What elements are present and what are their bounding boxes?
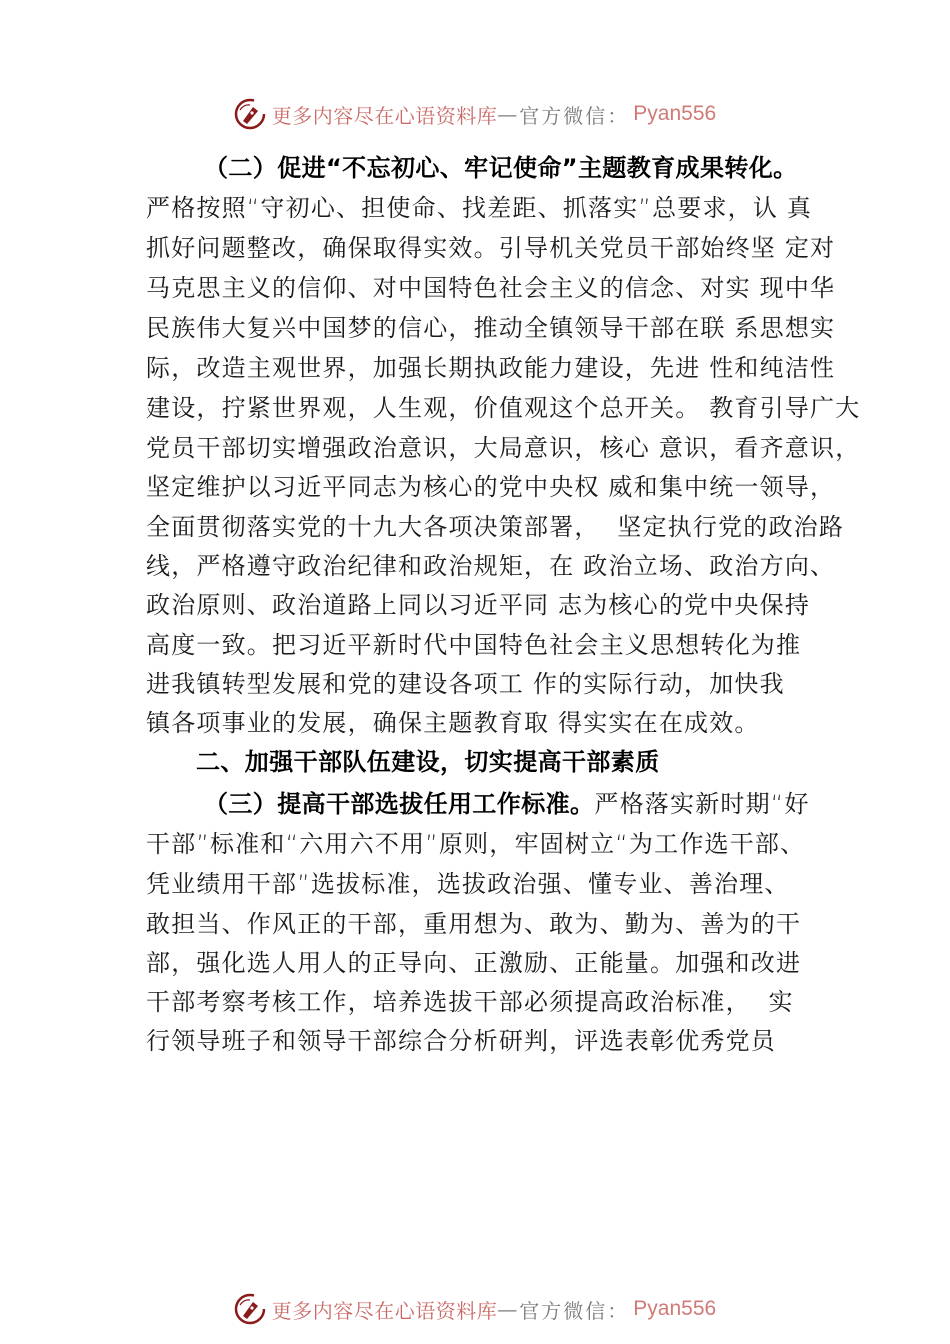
watermark-label: 官方微信： bbox=[519, 103, 630, 128]
paragraph-line: 全面贯彻落实党的十九大各项决策部署， 坚定执行党的政治路 bbox=[146, 513, 845, 541]
paragraph-line: 高度一致。把习近平新时代中国特色社会主义思想转化为推 bbox=[146, 631, 802, 659]
paragraph-line: 干部”标准和“六用六不用”原则，牢固树立“为工作选干部、 bbox=[146, 830, 806, 858]
watermark-wechat-id: Pyan556 bbox=[633, 102, 717, 125]
paragraph-line: 线，严格遵守政治纪律和政治规矩，在 政治立场、政治方向、 bbox=[146, 552, 836, 580]
header-watermark bbox=[0, 94, 950, 134]
section-3-first-line bbox=[204, 784, 810, 824]
pen-nib-logo-icon bbox=[234, 1293, 266, 1325]
watermark-dash: — bbox=[497, 102, 520, 126]
paragraph-line: 镇各项事业的发展，确保主题教育取 得实实在在成效。 bbox=[146, 709, 760, 737]
watermark-wechat-id: Pyan556 bbox=[633, 1297, 717, 1320]
paragraph-line: 凭业绩用干部”选拔标准，选拔政治强、懂专业、善治理、 bbox=[146, 870, 790, 898]
section-2-heading: （二）促进“不忘初心、牢记使命”主题教育成果转化。 bbox=[204, 154, 798, 182]
paragraph-line: 抓好问题整改，确保取得实效。引导机关党员干部始终坚 定对 bbox=[146, 234, 836, 262]
pen-nib-logo-icon bbox=[234, 98, 266, 130]
paragraph-line: 民族伟大复兴中国梦的信心，推动全镇领导干部在联 系思想实 bbox=[146, 314, 836, 342]
paragraph-line: 干部考察考核工作，培养选拔干部必须提高政治标准， 实 bbox=[146, 988, 794, 1016]
watermark-label: 官方微信： bbox=[519, 1298, 630, 1323]
paragraph-line: 进我镇转型发展和党的建设各项工 作的实际行动，加快我 bbox=[146, 670, 785, 698]
paragraph-line: 建设，拧紧世界观，人生观，价值观这个总开关。 教育引导广大 bbox=[146, 394, 861, 422]
paragraph-line: 马克思主义的信仰、对中国特色社会主义的信念、对实 现中华 bbox=[146, 274, 836, 302]
watermark-brand-text: 更多内容尽在心语资料库 bbox=[271, 103, 498, 128]
paragraph-line: 严格按照“守初心、担使命、找差距、抓落实”总要求，认 真 bbox=[146, 194, 813, 222]
paragraph-line: 行领导班子和领导干部综合分析研判，评选表彰优秀党员 bbox=[146, 1027, 776, 1055]
paragraph-line: 际，改造主观世界，加强长期执政能力建设，先进 性和纯洁性 bbox=[146, 354, 836, 382]
paragraph-line: 敢担当、作风正的干部，重用想为、敢为、勤为、善为的干 bbox=[146, 910, 802, 938]
paragraph-line: 政治原则、政治道路上同以习近平同 志为核心的党中央保持 bbox=[146, 591, 811, 619]
paragraph-line: 部，强化选人用人的正导向、正激励、正能量。加强和改进 bbox=[146, 949, 802, 977]
footer-watermark bbox=[0, 1289, 950, 1329]
watermark-brand-text: 更多内容尽在心语资料库 bbox=[271, 1298, 498, 1323]
section-3-first-line-rest: 严格落实新时期“好 bbox=[594, 790, 810, 818]
paragraph-line: 党员干部切实增强政治意识，大局意识，核心 意识，看齐意识， bbox=[146, 434, 861, 462]
part-2-heading: 二、加强干部队伍建设，切实提高干部素质 bbox=[196, 748, 660, 776]
watermark-dash: — bbox=[497, 1297, 520, 1321]
section-3-heading: （三）提高干部选拔任用工作标准。 bbox=[204, 790, 595, 818]
paragraph-line: 坚定维护以习近平同志为核心的党中央权 威和集中统一领导， bbox=[146, 473, 836, 501]
